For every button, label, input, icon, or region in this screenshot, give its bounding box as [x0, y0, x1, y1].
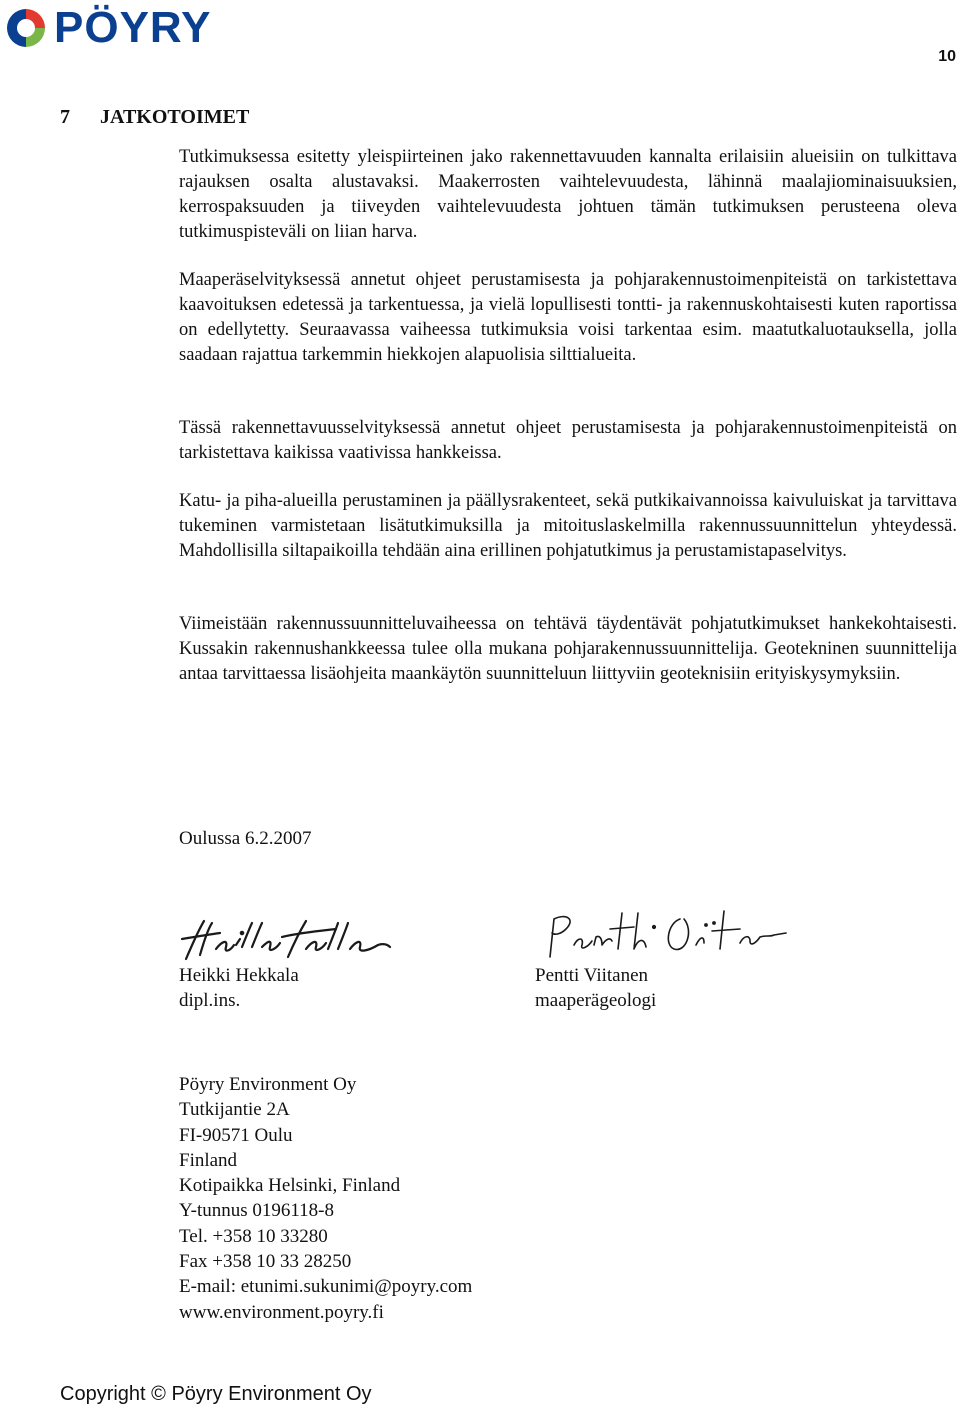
website-line: www.environment.poyry.fi — [179, 1301, 384, 1323]
address-line: Pöyry Environment Oy — [179, 1074, 357, 1095]
copyright-footer: Copyright © Pöyry Environment Oy — [60, 1383, 372, 1405]
signature-pentti-viitanen — [544, 905, 794, 965]
section-number: 7 — [60, 106, 70, 128]
address-line: Tutkijantie 2A — [179, 1099, 290, 1121]
poyry-logo-icon — [4, 6, 48, 50]
address-line: Kotipaikka Helsinki, Finland — [179, 1175, 401, 1197]
signer-title: dipl.ins. — [179, 990, 241, 1011]
address-line: FI-90571 Oulu — [179, 1124, 293, 1146]
signer-name: Pentti Viitanen — [535, 965, 649, 986]
paragraph: Maaperäselvityksessä annetut ohjeet perustamisesta ja pohjarakennustoimenpiteistä on tarkistettava kaavoituksen edetessä ja tarkentuessa, ja vielä lopullisesti tontti- ja rakennuskohtaisesti kuten raportissa on edellytetty. Seuraavassa vaiheessa tutkimuksia voisi tarkentaa esim. maatutkaluotauksella, jolla saadaan rajattua tarkemmin hiekkojen alapuolisia silttialueita. — [179, 270, 957, 365]
paragraph: Tässä rakennettavuusselvityksessä annetut ohjeet perustamisesta ja pohjarakennustoimenpiteistä on tarkistettava kaikissa vaativissa hankkeissa. — [179, 418, 957, 463]
email-line: E-mail: etunimi.sukunimi@poyry.com — [179, 1276, 473, 1298]
section-title: JATKOTOIMET — [100, 106, 250, 128]
section-heading — [60, 106, 249, 129]
signature-heikki-hekkala — [178, 915, 393, 963]
logo-text: PÖYRY — [54, 3, 212, 52]
address-line: Tel. +358 10 33280 — [179, 1225, 328, 1247]
signer-title: maaperägeologi — [535, 990, 657, 1011]
paragraph: Katu- ja piha-alueilla perustaminen ja päällysrakenteet, sekä putkikaivannoissa kaivuluiskat ja tarvittava tukeminen varmistetaan lisätutkimuksilla ja mitoituslaskelmilla rakennussuunnittelun yhteydessä. Mahdollisilla siltapaikoilla tehdään aina erillinen pohjatutkimus ja perustamistapaselvitys. — [179, 491, 957, 561]
signer-name: Heikki Hekkala — [179, 965, 299, 986]
address-line: Fax +358 10 33 28250 — [179, 1251, 352, 1273]
page-number: 10 — [938, 48, 956, 65]
address-line: Y-tunnus 0196118-8 — [179, 1200, 334, 1222]
company-logo — [4, 3, 212, 52]
place-date: Oulussa 6.2.2007 — [179, 828, 312, 849]
signer-block — [535, 963, 656, 1013]
paragraph: Tutkimuksessa esitetty yleispiirteinen jako rakennettavuuden kannalta erilaisiin alueisiin on tulkittava rajauksen osalta alustavaksi. Maakerrosten vaihtelevuudesta, lähinnä maalajiominaisuuksien, kerrospaksuuden ja tiiveyden vaihtelevuudesta johtuen tämän tutkimuksen perusteena oleva tutkimuspisteväli on liian harva. — [179, 147, 957, 242]
company-address — [179, 1072, 472, 1325]
paragraph: Viimeistään rakennussuunnitteluvaiheessa on tehtävä täydentävät pohjatutkimukset hankekohtaisesti. Kussakin rakennushankkeessa tulee olla mukana pohjarakennussuunnittelija. Geotekninen suunnittelija antaa tarvittaessa lisäohjeita maankäytön suunnitteluun liittyviin geoteknisiin erityiskysymyksiin. — [179, 614, 957, 684]
address-line: Finland — [179, 1149, 238, 1171]
signer-block — [179, 963, 299, 1013]
